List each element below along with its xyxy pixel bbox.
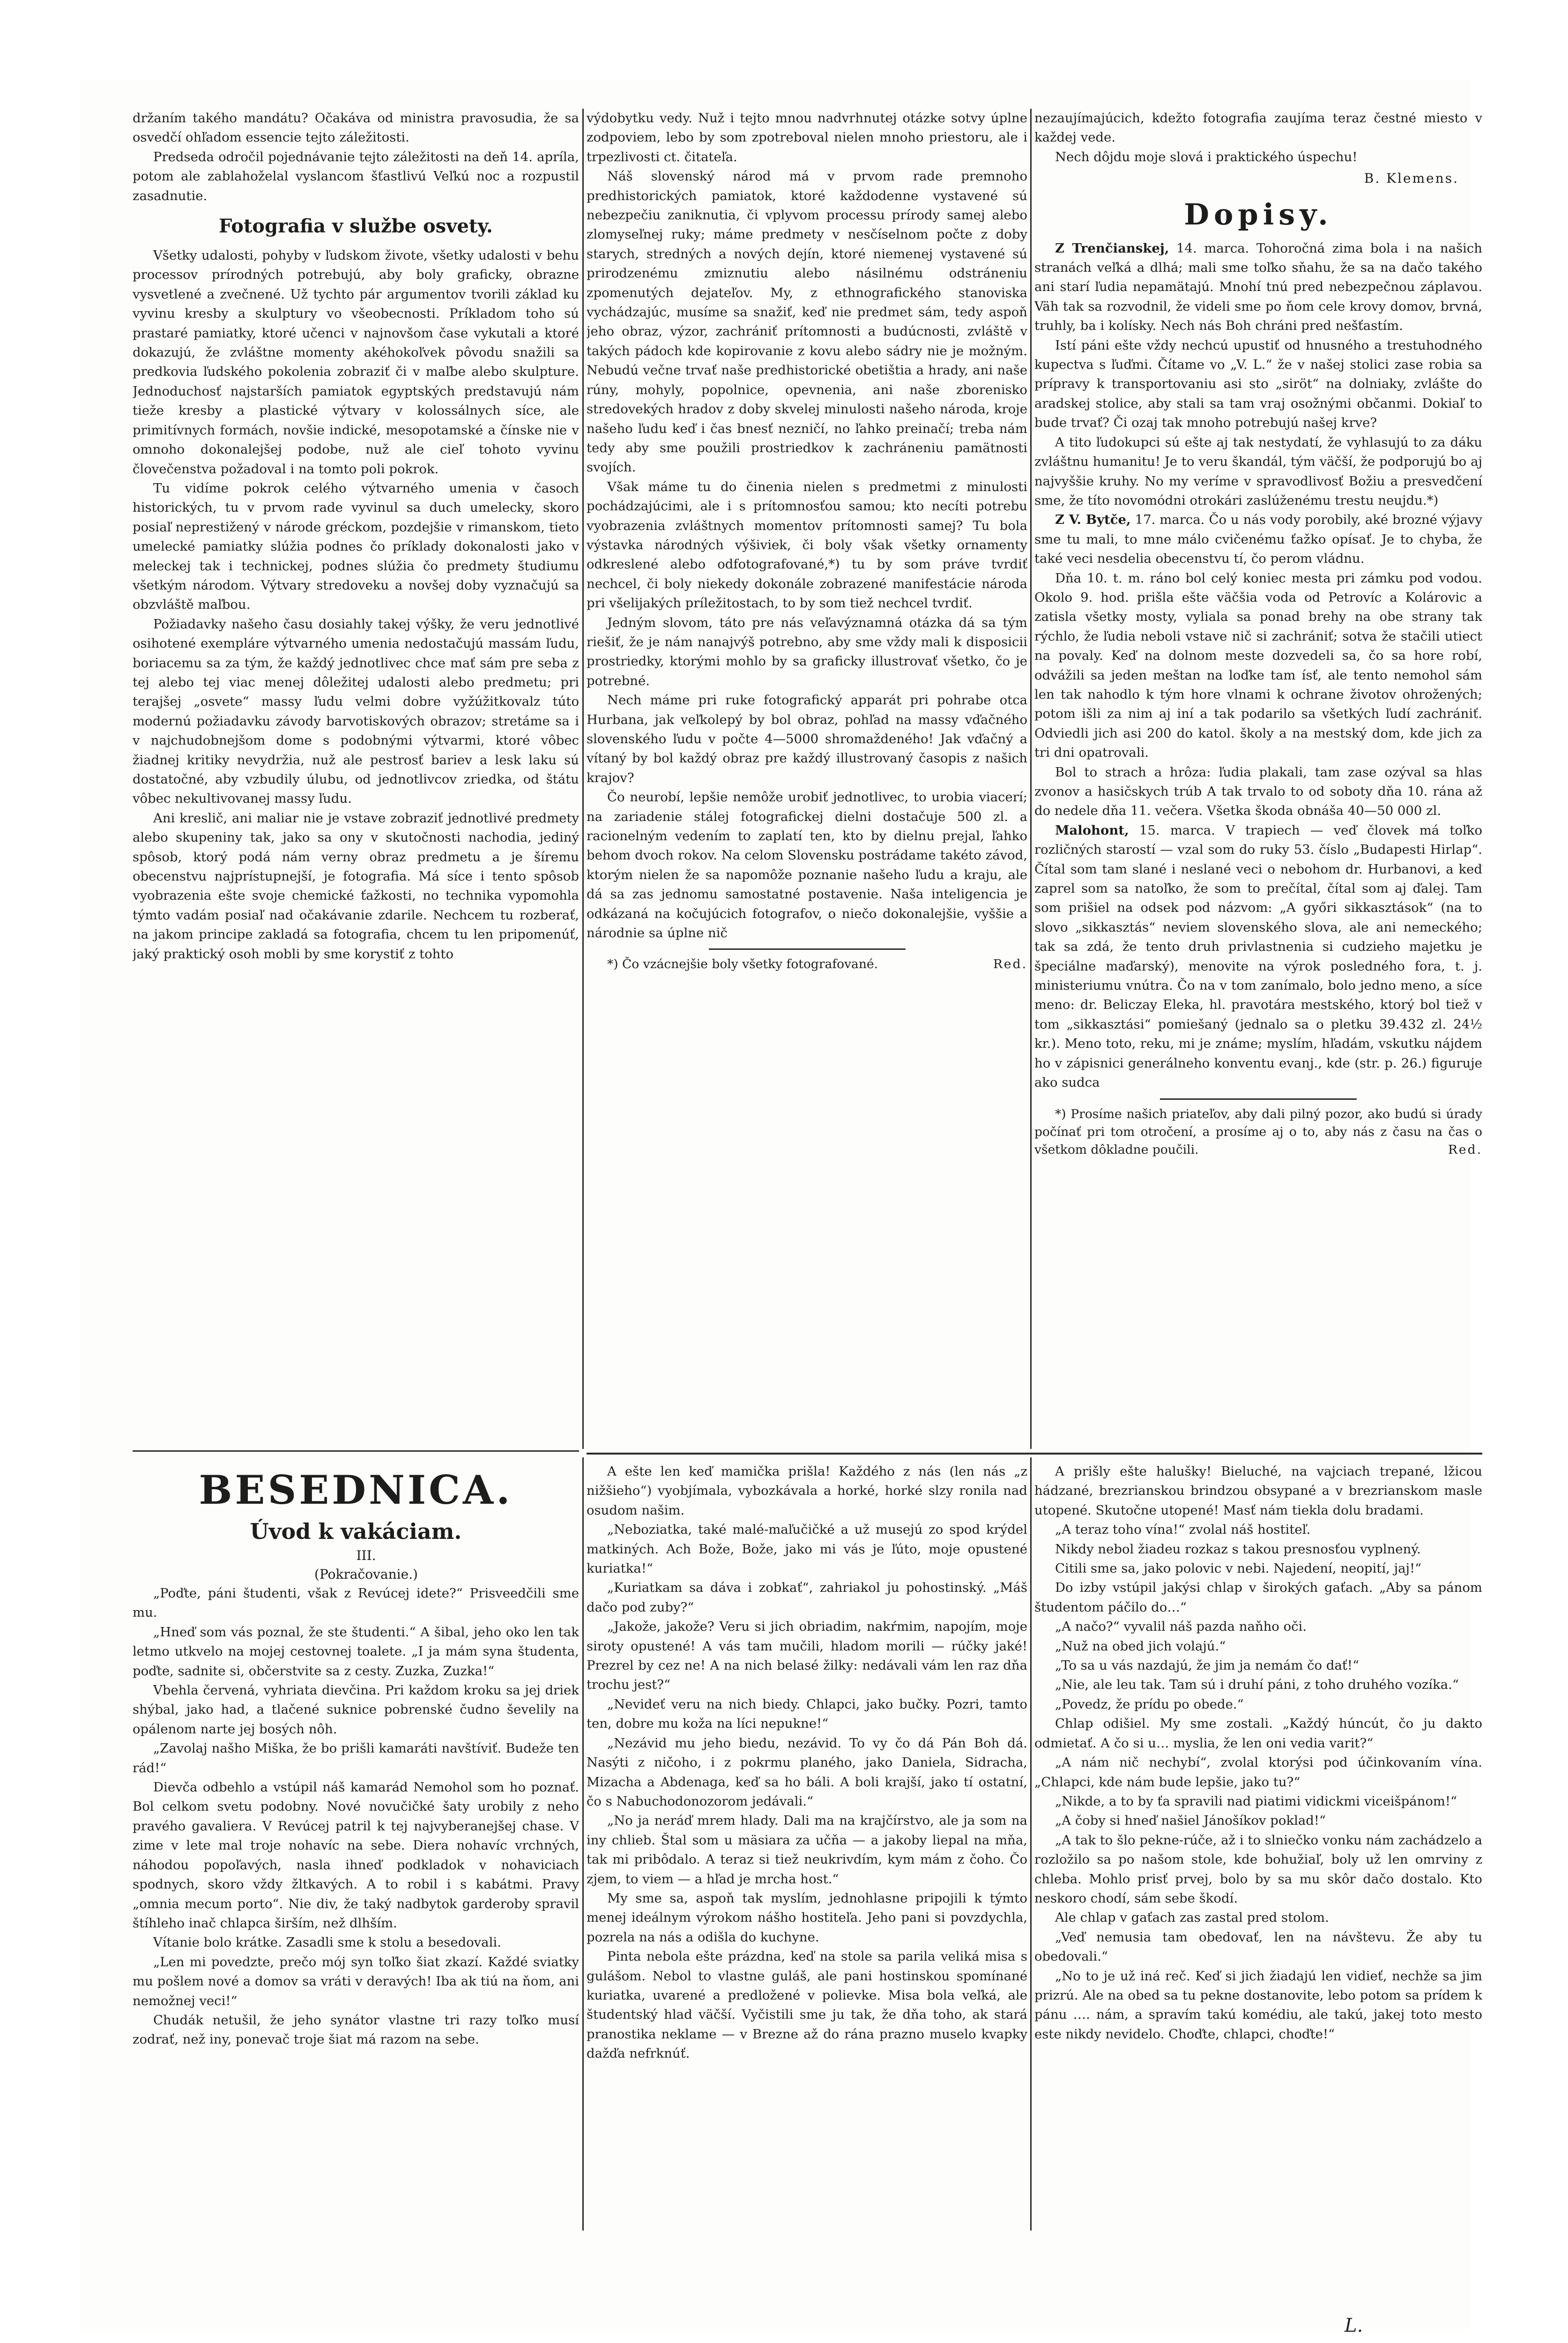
- paragraph: „A tak to šlo pekne-rúče, až i to slniečko vonku nám zachádzelo a rozložilo sa po našom stole, kde bohužiaľ, boly už len omrviny z chleba. Mohlo prisť prvej, bolo by sa mu skôr dačo dostalo. Kto neskoro chodí, sám sebe škodí.: [1034, 1832, 1482, 1906]
- dopis-text: Dňa 10. t. m. ráno bol celý koniec mesta pri zámku pod vodou. Okolo 9. hod. prišla ešte väčšia voda od Petrovíc a Kolárovic a zatisla všetky mosty, vyliala sa ponad brehy na obe strany tak rýchlo, že ľudia neboli vstave nič si zachrániť; sotva že stačili utiect na povaly. Keď na dolnom meste dozvedeli sa, čo sa hore robí, odvážili sa jeden meštan na loďke tam ísť, ale tento nemohol sám len tak nahodlo k tým hore vlnami k ochrane životov ohrožených; potom išli za nim aj iní a tak podarilo sa všetkých ľudí zachrániť. Odviedli jich asi 200 do katol. školy a na mestský dom, kde jich za tri dni opatrovali.: [1034, 570, 1482, 761]
- dopis-item: [1034, 239, 1482, 336]
- column-c: [1034, 109, 1482, 1451]
- column-d: [133, 1462, 579, 2231]
- footnote: [1034, 1105, 1482, 1159]
- column-a: [133, 109, 579, 1451]
- paragraph: nezaujímajúcich, kdežto fotografia zaujíma teraz čestné miesto v každej vede.: [1034, 111, 1482, 145]
- footnote-rule: [1160, 1098, 1357, 1100]
- column-b: [587, 109, 1027, 1451]
- paragraph: držaním takého mandátu? Očakáva od ministra pravosudia, že sa osvedčí ohľadom essencie tejto záležitosti.: [133, 111, 579, 145]
- dopis-text: Istí páni ešte vždy nechcú upustiť od hnusného a trestuhodného kupectva s ľuďmi. Čítame vo „V. L.“ že v našej stolici zase robia sa prípravy k transportovaniu asi sto „siröt“ na dolniaky, zvlášte do aradskej stolice, aby stali sa tam vraj osožnými občanmi. Dokiaľ to bude trvať? Či ozaj tak mnoho potrebujú našej krve?: [1034, 337, 1482, 431]
- dopis-text: 14. marca. Tohoročná zima bola i na našich stranách veľká a dlhá; mali sme toľko sňahu, že sa na dačo takého ani starí ľudia nepamätajú. Mnohí tnú pred nebezpečnou záplavou. Väh tak sa rozvodnil, že videli sme po ňom cele krovy domov, brvná, truhly, ba i kolísky. Nech nás Boh chráni pred nešťastím.: [1034, 240, 1482, 334]
- story-text: [587, 1462, 1027, 2064]
- part-number: III.: [356, 1548, 376, 1563]
- footnote: [587, 955, 1027, 973]
- dopis-text: 15. marca. V trapiech — veď človek má toľko rozličných starostí — vzal som do ruky 53. číslo „Budapesti Hirlap“. Čítal som tam slané i neslané veci o nebohom dr. Hurbanovi, a keď zaprel som sa natoľko, že som to prečítal, čítal som aj ďalej. Tam som prišiel na odsek pod názvom: „A győri sikkasztások“ (na to slovo „sikkasztás“ neviem slovenského slova, ale ani nemeckého; tak sa zdá, že tento druh privlastnenia si cudzieho majetku je špeciálne maďarský), menovite na výrok posledného fora, t. j. ministeriumu vnútra. Čo na v tom zanímalo, bolo jedno meno, a síce meno: dr. Beliczay Eleka, hl. pravotára mestského, ktorý bol tiež v tom „sikkasztási“ pomiešaný (jednalo sa o pletku 39.432 zl. 24½ kr.). Meno toto, reku, mi je známe; myslím, hľadám, vskutku nájdem ho v zápisnici generálneho konventu evanj., kde (str. p. 26.) figuruje ako sudca: [1034, 822, 1482, 1090]
- paragraph: Vítanie bolo krátke. Zasadli sme k stolu a besedovali.: [153, 1935, 501, 1950]
- paragraph: „Poďte, páni študenti, však z Revúcej idete?“ Prisveedčili sme mu.: [133, 1586, 579, 1620]
- paragraph: A ešte len keď mamička prišla! Každého z nás (len nás „z nižšieho“) vyobjímala, vybozkávala a horké, horké slzy ronila nad osudom našim.: [587, 1464, 1027, 1518]
- story-text: [133, 1584, 579, 2050]
- story-text: [1034, 1462, 1482, 2044]
- dopis-text: 17. marca. Čo u nás vody porobily, aké brozné výjavy sme tu mali, to mne málo cvičenému ťažko opísať. Je to chyba, že také veci nesdelia obecenstvu tí, čo perom vládnu.: [1034, 512, 1482, 567]
- section-divider: [587, 1453, 1482, 1455]
- footnote-text: *) Čo vzácnejšie boly všetky fotografované.: [607, 957, 878, 972]
- paragraph: „To sa u vás nazdajú, že jim ja nemám čo dať!“: [1055, 1658, 1360, 1673]
- paragraph: Chlap odišiel. My sme zostali. „Každý húncút, čo ju dakto odmietať. A čo si u… myslia, že len oni vedia varit?“: [1034, 1716, 1482, 1751]
- paragraph: A prišly ešte halušky! Bieluché, na vajciach trepané, lžicou hádzané, brezrianskou brindzou obsypané a v brezrianskom masle utopené. Skutočne utopené! Masť nám tiekla dolu bradami.: [1034, 1464, 1482, 1518]
- dopis-place: Malohont,: [1055, 822, 1129, 838]
- footnote-rule: [709, 948, 906, 950]
- article-title: Fotografia v službe osvety.: [219, 215, 493, 238]
- dopis-place: Z Trenčianskej,: [1055, 240, 1169, 256]
- paragraph: Všetky udalosti, pohyby v ľudskom živote, všetky udalosti v behu processov prírodných potrebujú, aby boly graficky, obrazne vysvetlené a zvečnené. Už tychto pár argumentov tvorili základ ku vyvinu kresby a skulptury vo všeobecnosti. Príkladom toho sú prastaré pamiatky, ktoré učenci v najnovšom čase vykutali a ktoré dokazujú, že zvláštne momenty akéhokoľvek pôvodu snažili sa predkovia ľudského pokolenia zobraziť či v maľbe alebo skulpture. Jednoduchosť najstarších pamiatok egyptských predstavujú nám tieže kresby a plastické výtvary v kolossálnych síce, ale primitívnych formách, novšie indické, mesopotamské a čínske nie v omnoho dokonalejšej podobe, nuž ale cieľ tohoto vyvinu človečenstva požadoval i na tomto poli pokrok.: [133, 248, 579, 477]
- paragraph: Nikdy nebol žiadeu rozkaz s takou presnosťou vyplnený.: [1055, 1541, 1421, 1557]
- paragraph: „Jakože, jakože? Veru si jich obriadim, nakŕmim, napojím, moje siroty opustené! A vás tam mučili, hladom morili — rúčky jaké! Prezrel by cez ne! A na nich belasé žilky: nedávali vám len raz dňa trochu jest?“: [587, 1619, 1027, 1693]
- page-margin: [1471, 0, 1568, 2343]
- paragraph: „A čoby si hneď našiel Jánošíkov poklad!“: [1055, 1813, 1326, 1828]
- besednica-subtitle: Úvod k vakáciam.: [250, 1519, 462, 1544]
- footnote-sign: Red.: [993, 957, 1027, 972]
- paragraph: „A načo?“ vyvalil náš pazda naňho oči.: [1055, 1619, 1307, 1634]
- paragraph: „Nikde, a to by ťa spravili nad piatimi vidickmi viceišpánom!“: [1055, 1793, 1457, 1809]
- paragraph: Do izby vstúpil jakýsi chlap v širokých gaťach. „Aby sa pánom študentom páčilo do…“: [1034, 1580, 1482, 1615]
- column-f: [1034, 1462, 1482, 2231]
- section-title-dopisy: Dopisy.: [1184, 197, 1333, 231]
- paragraph: „Len mi povedzte, prečo mój syn toľko šiat zkazí. Každé sviatky mu pošlem nové a domov sa vráti v deravých! Iba ak tiú na ňom, ani nemožnej veci!“: [133, 1954, 579, 2008]
- paragraph: výdobytku vedy. Nuž i tejto mnou nadvrhnutej otázke sotvy úplne zodpoviem, lebo by som zpotreboval nielen mnoho priestoru, ale i trpezlivosti ct. čitateľa.: [587, 111, 1027, 164]
- paragraph: „Nevideť veru na nich biedy. Chlapci, jako bučky. Pozri, tamto ten, dobre mu koža na líci nepukne!“: [587, 1696, 1027, 1731]
- paragraph: „Hneď som vás poznal, že ste študenti.“ A šibal, jeho oko len tak letmo utkvelo na mojej cestovnej toalete. „I ja mám syna študenta, poďte, sadnite si, občerstvite sa z cesty. Zuzka, Zuzka!“: [133, 1624, 579, 1679]
- dopis-item: [1034, 510, 1482, 568]
- column-rule: [582, 1457, 584, 2231]
- paragraph: „Nezávid mu jeho biedu, nezávid. To vy čo dá Pán Boh dá. Nasýti z ničoho, i z pokrmu planého, jako Daniela, Sidracha, Mizacha a Abdenaga, keď sa ho báli. A boli krajší, jako tí ostatní, čo s Nabuchodonozorom jedávali.“: [587, 1735, 1027, 1809]
- dopis-item: [1034, 763, 1482, 821]
- paragraph: Citili sme sa, jako polovic v nebi. Najedení, neopití, jaj!“: [1055, 1561, 1422, 1576]
- column-rule: [582, 109, 584, 1449]
- dopis-item: [1034, 336, 1482, 433]
- paragraph: „A teraz toho vína!“ zvolal náš hostiteľ.: [1055, 1522, 1311, 1537]
- paragraph: Čo neurobí, lepšie nemôže urobiť jednotlivec, to urobia viacerí; na zariadenie stálej fotografickej dielni dostačuje 500 zl. a racionelným vedením to zaplatí ten, kto by dielnu prejal, ľahko behom dvoch rokov. Na celom Slovensku postrádame takéto závod, ktorým nielen že sa napomôže poznanie našeho ľudu a kraju, ale dá sa zas jednomu samostatné postavenie. Naša inteligencia je odkázaná na kočujúcich fotografov, o niečo dokonalejšie, vyššie a národnie sa úplne nič: [587, 790, 1027, 941]
- dopis-item: [1034, 569, 1482, 763]
- dopis-place: Z V. Bytče,: [1055, 512, 1131, 528]
- dopisy-list: [1034, 239, 1482, 1093]
- dopis-item: [1034, 821, 1482, 1093]
- dopis-text: Bol to strach a hrôza: ľudia plakali, tam zase ozýval sa hlas zvonov a hasičskych trúb A tak trvalo to od soboty dňa 10. rána až do nedele dňa 11. večera. Všetka škoda obnáša 40—50 000 zl.: [1034, 764, 1482, 819]
- paragraph: Predseda odročil pojednávanie tejto záležitosti na deň 14. apríla, potom ale zablahoželal vyslancom šťastlivú Veľkú noc a rozpustil zasadnutie.: [133, 149, 579, 203]
- paragraph: „A nám nič nechybí“, zvolal ktorýsi pod účinkovaním vína. „Chlapci, kde nám bude lepšie, jako tu?“: [1034, 1755, 1482, 1790]
- paragraph: Však máme tu do činenia nielen s predmetmi z minulosti pochádzajúcimi, ale i s prítomnosťou samou; kto necíti potrebu vyobrazenia zvláštnych momentov prítomnosti samej? Tu bola výstavka národných výšiviek, či boly však všetky ornamenty odkreslené alebo odfotografované,*) tu by som práve tvrdiť nechcel, či boly niekedy dokonále zobrazené manifestácie národa pri všelijakých príležitostach, to by som tiež nechcel tvrdiť.: [587, 479, 1027, 611]
- author-signature: B. Klemens.: [1364, 171, 1459, 187]
- paragraph: „Povedz, že prídu po obede.“: [1055, 1696, 1244, 1712]
- continued-note: (Pokračovanie.): [314, 1567, 418, 1582]
- paragraph: „No ja neráď mrem hlady. Dali ma na krajčírstvo, ale ja som na iny chlieb. Štal som u mäsiara za učňa — a jakoby liepal na mňa, tak mi pribôdalo. A teraz si tiež neukrivdím, kym mám z čoho. Čo zjem, to viem — a hľad je mrcha host.“: [587, 1813, 1027, 1887]
- paragraph: Nech dôjdu moje slová i praktického úspechu!: [1055, 149, 1358, 164]
- paragraph: My sme sa, aspoň tak myslím, jednohlasne pripojili k týmto menej ideálnym výrokom nášho hostiteľa. Jeho pani si povzdychla, pozrela na nás a odišla do kuchyne.: [587, 1890, 1027, 1945]
- paragraph: Náš slovenský národ má v prvom rade premnoho predhistorických pamiatok, ktoré každodenne vystavené sú nebezpečiu zaniknutia, či vplyvom processu prírody samej alebo zlomyseľnej ruky; máme predmety v nesčíselnom počte z doby starych, stredných a nových dejín, ktoré niemenej vystavené sú prirodzenému zmiznutiu alebo násilnému odstráneniu zpomenutých dejateľov. My, z ethnografického stanoviska vychádzajúc, musíme sa snažiť, keď nie predmet sám, tedy aspoň jeho obraz, výzor, zachrániť prítomnosti a budúcnosti, zvláště v takých pádoch kde kopirovanie z kovu alebo sádry nie je možným. Nebudú večne trvať naše predhistorické obetištia a hrady, ani naše rúny, mohyly, popolnice, opevnenia, ani naše zborenisko stredovekých hradov z doby skvelej minulosti našeho národa, kroje našeho ľudu keď i čas bnesť nezničí, no ľahko preinačí; treba nám tedy aby sme použili prostriedkov k zachráneniu pamätnosti svojích.: [587, 169, 1027, 475]
- paragraph: „Veď nemusia tam obedovať, len na návštevu. Že aby tu obedovali.“: [1034, 1929, 1482, 1964]
- paragraph: „No to je už iná reč. Keď si jich žiadajú len vidieť, nechže sa jim prizrú. Ale na obed sa tu pekne dostanovite, lebo potom sa prídem k pánu …. nám, a spravím takú komédiu, ale takú, jakej toto mesto este nikdy nevidelo. Choďte, chlapci, choďte!“: [1034, 1968, 1482, 2042]
- paragraph: „Nuž na obed jich volajú.“: [1055, 1638, 1226, 1654]
- footnote-text: *) Prosíme našich priateľov, aby dali pilný pozor, ako budú si úrady počínať pri tom otročení, a prosíme aj o to, aby nás z času na čas o všetkom dôkladne poučili.: [1034, 1106, 1482, 1157]
- paragraph: Ani kreslič, ani maliar nie je vstave zobraziť jednotlivé predmety alebo skupeniny tak, jako sa ony v skutočnosti nachodia, jediný spôsob, ktorý podá nám verny obraz predmetu a je šíremu obecenstvu najprístupnejší, je fotografia. Má síce i tento spôsob vyobrazenia ešte svoje chemické ťažkosti, no technika vypomohla týmto vadám posiaľ nad očakávanie zdarile. Nechcem tu rozberať, na jakom principe zakladá sa fotografia, chcem tu len pripomenúť, jaký praktický osoh mobli by sme korystiť z tohto: [133, 810, 579, 962]
- paragraph: Požiadavky našeho času dosiahly takej výšky, že veru jednotlivé osihotené exempláre výtvarného umenia nedostačujú massám ľudu, boriacemu sa za tým, že každý jednotlivec chce mať sám pre seba z tej alebo tej viac menej dôležitej udalosti alebo predmetu; pri terajšej „osvete“ massy ľudu velmi dobre vyžúžitkovalz túto modernú požiadavku závody barvotiskových obrazov; stretáme sa i v najchudobnejšom dome s podobnými výtvarmi, ktoré vôbec žiadnej kritiky nevydržia, nuž ale pestrosť bariev a lesk laku sú dostatočné, aby vzbudily úlubu, od jednotlivcov zriedka, od štátu vôbec nekultivovanej massy ľudu.: [133, 616, 579, 806]
- paragraph: „Kuriatkam sa dáva i zobkať“, zahriakol ju pohostinský. „Máš dačo pod zuby?“: [587, 1580, 1027, 1615]
- paragraph: Pinta nebola ešte prázdna, keď na stole sa parila veliká misa s gulášom. Nebol to vlastne guláš, ale pani hostinskou spomínané kuriatka, uvarené a predložené v polievke. Misa bola veľká, ale študentský hlad väčší. Vyčistili sme ju tak, že dňa toho, ak stará pranostika neklame — v Brezne až do rána prazno muselo kvapky dažďa nefrknúť.: [587, 1949, 1027, 2061]
- paragraph: Ale chlap v gaťach zas zastal pred stolom.: [1055, 1910, 1329, 1925]
- page-corner-mark: L.: [1345, 2315, 1363, 2336]
- column-rule: [1030, 1457, 1032, 2231]
- paragraph: „Neboziatka, také malé-maľučičké a už musejú zo spod krýdel matkiných. Ach Bože, Bože, jako mi vás je ľúto, moje opustené kuriatka!“: [587, 1522, 1027, 1576]
- paragraph: Tu vidíme pokrok celého výtvarného umenia v časoch historických, tu v prvom rade vyvinul sa duch umelecky, skoro posiaľ neprestižený v národe gréckom, pozdejšie v rimanskom, tieto umelecké pamiatky slúžia podnes čo príklady dokonalosti jako v meleckej tak i technickej, podnes slúžia čo predmety študiumu všetkým národom. Výtvary stredoveku a novšej doby vyznačujú sa obzvláště maľbou.: [133, 480, 579, 612]
- paragraph: Nech máme pri ruke fotografický apparát pri pohrabe otca Hurbana, jak veľkolepý by bol obraz, pohľad na massy vďačného slovenského ľudu v počte 4—5000 shromaždeného! Jak vďačný a vítaný by bol každý obraz pre každý illustrovaný časopis z našich krajov?: [587, 693, 1027, 785]
- dopis-text: A tito ľudokupci sú ešte aj tak nestydatí, že vyhlasujú to za dáku zvláštnu humanitu! Je to veru škandál, tým väčší, že podporujú bo aj najvyššie kruhy. No my veríme v spravodlivosť Božiu a presvedčení sme, že títo novomódni otrokári zaslúženému trestu neujdu.*): [1034, 434, 1482, 508]
- column-rule: [1030, 109, 1032, 1449]
- dopis-item: [1034, 433, 1482, 511]
- paragraph: Jedným slovom, táto pre nás veľavýznamná otázka dá sa tým riešiť, že je nám nanajvýš potrebno, aby sme vždy mali k disposicii prostriedky, ktorými mohlo by sa graficky illustrovať všetko, čo je potrebné.: [587, 615, 1027, 688]
- paragraph: „Nie, ale leu tak. Tam sú i druhí páni, z toho druhého vozíka.“: [1055, 1677, 1459, 1693]
- paragraph: „Zavolaj našho Miška, že bo prišli kamaráti navštíviť. Budeže ten rád!“: [133, 1741, 579, 1776]
- paragraph: Vbehla červená, vyhriata dievčina. Pri každom kroku sa jej driek shýbal, jako had, a tlačené suknice pobrenské čudno ševelily na opálenom narte jej bosých nôh.: [133, 1683, 579, 1737]
- paragraph: Dievča odbehlo a vstúpil náš kamarád Nemohol som ho poznať. Bol celkom svetu podobny. Nové novučičké šaty urobily z neho pravého gavaliera. V Revúcej patril k tej najvyberanejšej chase. V zime v lete mal troje nohavíc na sebe. Diera nohavíc vrchných, náhodou popoľavých, nasla ihneď podkladok v nohaviciach spodnych, skoro vždy žltkavých. A to robil i s kabátmi. Pravy „omnia mecum porto“. Nie div, že taký nadbytok garderoby spravil štíhleho inač chlapca širším, než dlhším.: [133, 1780, 579, 1931]
- footnote-sign: Red.: [1448, 1142, 1482, 1157]
- besednica-title: BESEDNICA.: [199, 1467, 513, 1513]
- column-e: [587, 1462, 1027, 2231]
- paragraph: Chudák netušil, že jeho synátor vlastne tri razy toľko musí zodrať, než iny, ponevač troje šiat má razom na sebe.: [133, 2012, 579, 2047]
